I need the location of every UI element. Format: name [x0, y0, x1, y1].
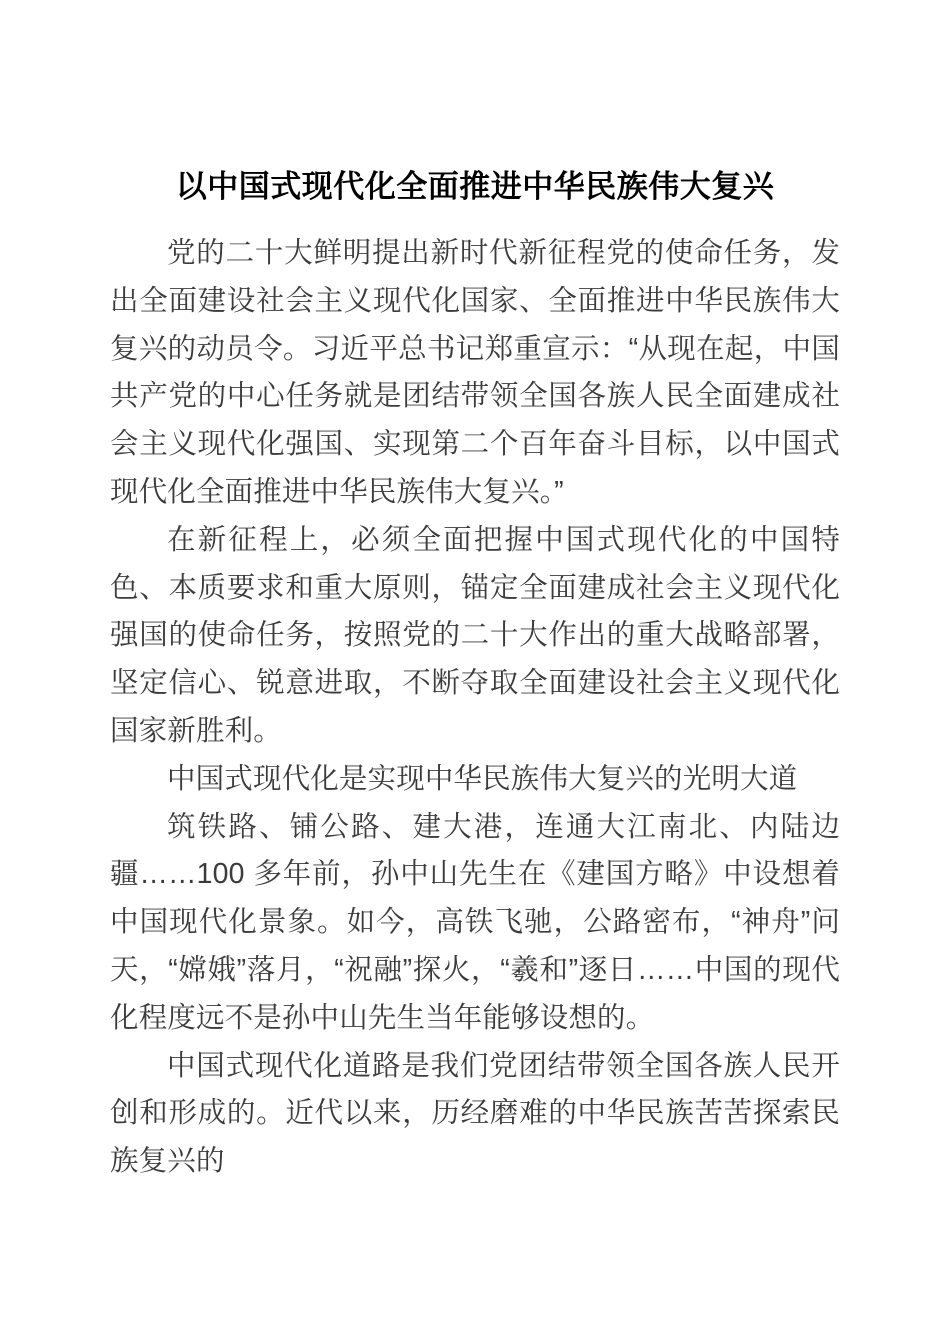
document-body: [110, 160, 840, 1186]
page-title: 以中国式现代化全面推进中华民族伟大复兴: [175, 169, 775, 204]
paragraph-4: 中国式现代化道路是我们党团结带领全国各族人民开创和形成的。近代以来，历经磨难的中华民族苦苦探索民族复兴的: [110, 1049, 840, 1178]
paragraph-2: 在新征程上，必须全面把握中国式现代化的中国特色、本质要求和重大原则，锚定全面建成社会主义现代化强国的使命任务，按照党的二十大作出的重大战略部署，坚定信心、锐意进取，不断夺取全面建设社会主义现代化国家新胜利。: [110, 523, 840, 747]
paragraph-1: 党的二十大鲜明提出新时代新征程党的使命任务，发出全面建设社会主义现代化国家、全面推进中华民族伟大复兴的动员令。习近平总书记郑重宣示：“从现在起，中国共产党的中心任务就是团结带领全国各族人民全面建成社会主义现代化强国、实现第二个百年奋斗目标，以中国式现代化全面推进中华民族伟大复兴。”: [110, 237, 840, 508]
section-heading-1: 中国式现代化是实现中华民族伟大复兴的光明大道: [167, 762, 798, 795]
paragraph-3: 筑铁路、铺公路、建大港，连通大江南北、内陆边疆……100 多年前，孙中山先生在《建国方略》中设想着中国现代化景象。如今，高铁飞驰，公路密布，“神舟”问天，“嫦娥”落月，“祝融”探火，“羲和”逐日……中国的现代化程度远不是孙中山先生当年能够设想的。: [110, 810, 840, 1034]
